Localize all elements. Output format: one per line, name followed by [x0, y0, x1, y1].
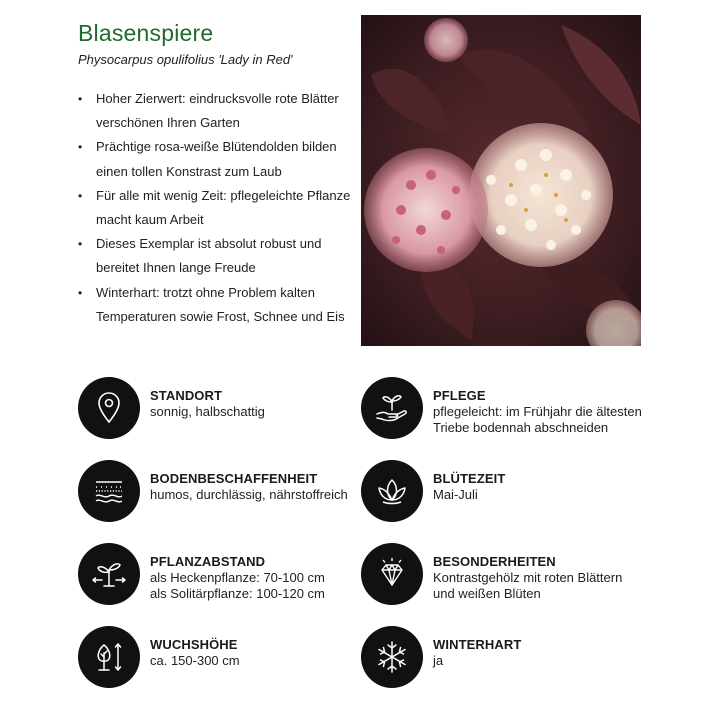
location-pin-icon	[78, 377, 140, 439]
product-photo	[361, 15, 641, 346]
soil-layers-icon	[78, 460, 140, 522]
feature-winterhart	[361, 626, 661, 690]
plant-spacing-icon	[78, 543, 140, 605]
bullet-item: • Prächtige rosa-weiße Blütendolden bilden einen tollen Konstrast zum Laub	[78, 135, 358, 183]
feature-label: BLÜTEZEIT	[433, 471, 506, 486]
product-subtitle: Physocarpus opulifolius 'Lady in Red'	[78, 52, 293, 67]
feature-value: ja	[433, 653, 444, 668]
feature-label: BESONDERHEITEN	[433, 554, 556, 569]
feature-value: sonnig, halbschattig	[150, 404, 265, 419]
bullet-item: • Hoher Zierwert: eindrucksvolle rote Blätter verschönen Ihren Garten	[78, 87, 358, 135]
feature-wuchshoehe	[78, 626, 378, 690]
diamond-icon	[361, 543, 423, 605]
feature-label: WUCHSHÖHE	[150, 637, 238, 652]
hand-seedling-icon	[361, 377, 423, 439]
bullet-item: • Dieses Exemplar ist absolut robust und bereitet Ihnen lange Freude	[78, 232, 358, 280]
snowflake-icon	[361, 626, 423, 688]
feature-label: BODENBESCHAFFENHEIT	[150, 471, 318, 486]
product-title: Blasenspiere	[78, 20, 214, 46]
feature-value: humos, durchlässig, nährstoffreich	[150, 487, 348, 502]
feature-besonderheiten	[361, 543, 661, 607]
feature-value: Mai-Juli	[433, 487, 478, 502]
feature-label: WINTERHART	[433, 637, 522, 652]
feature-value: als Heckenpflanze: 70-100 cm	[150, 570, 325, 585]
feature-value: und weißen Blüten	[433, 586, 541, 601]
tree-height-icon	[78, 626, 140, 688]
feature-label: STANDORT	[150, 388, 223, 403]
feature-value: ca. 150-300 cm	[150, 653, 240, 668]
feature-pflege	[361, 377, 661, 441]
bullet-item: • Winterhart: trotzt ohne Problem kalten Temperaturen sowie Frost, Schnee und Eis	[78, 281, 358, 329]
bullet-item: • Für alle mit wenig Zeit: pflegeleichte Pflanze macht kaum Arbeit	[78, 184, 358, 232]
feature-standort	[78, 377, 378, 441]
feature-label: PFLANZABSTAND	[150, 554, 266, 569]
feature-value: pflegeleicht: im Frühjahr die ältesten	[433, 404, 642, 419]
feature-pflanzabstand	[78, 543, 378, 607]
feature-bluetezeit	[361, 460, 661, 524]
feature-value: als Solitärpflanze: 100-120 cm	[150, 586, 325, 601]
feature-label: PFLEGE	[433, 388, 486, 403]
feature-bullet-list	[78, 87, 358, 329]
feature-value: Triebe bodennah abschneiden	[433, 420, 609, 435]
feature-bodenbeschaffenheit	[78, 460, 378, 524]
feature-value: Kontrastgehölz mit roten Blättern	[433, 570, 623, 585]
lotus-flower-icon	[361, 460, 423, 522]
